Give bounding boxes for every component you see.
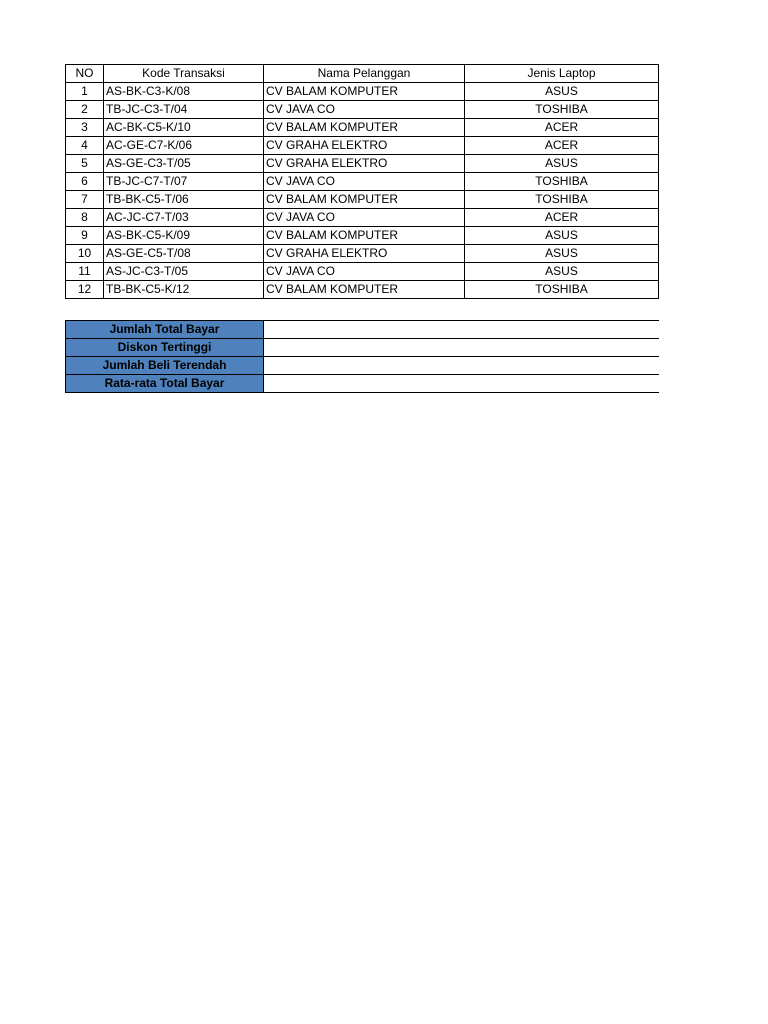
cell-kode-transaksi[interactable]: AC-BK-C5-K/10 — [104, 119, 264, 137]
cell-kode-transaksi[interactable]: AS-BK-C3-K/08 — [104, 83, 264, 101]
cell-kode-transaksi[interactable]: AC-JC-C7-T/03 — [104, 209, 264, 227]
cell-nama-pelanggan[interactable]: CV BALAM KOMPUTER — [264, 281, 465, 299]
header-kode-transaksi[interactable]: Kode Transaksi — [104, 65, 264, 83]
cell-jenis-laptop[interactable]: TOSHIBA — [465, 281, 659, 299]
cell-kode-transaksi[interactable]: TB-JC-C3-T/04 — [104, 101, 264, 119]
cell-kode-transaksi[interactable]: AS-GE-C5-T/08 — [104, 245, 264, 263]
cell-jenis-laptop[interactable]: ASUS — [465, 155, 659, 173]
table-row — [66, 173, 659, 191]
summary-value[interactable] — [264, 357, 659, 375]
table-row — [66, 281, 659, 299]
table-row — [66, 263, 659, 281]
cell-jenis-laptop[interactable]: ACER — [465, 137, 659, 155]
cell-nama-pelanggan[interactable]: CV BALAM KOMPUTER — [264, 119, 465, 137]
cell-kode-transaksi[interactable]: AS-BK-C5-K/09 — [104, 227, 264, 245]
table-row — [66, 119, 659, 137]
summary-row — [66, 375, 659, 393]
cell-nama-pelanggan[interactable]: CV GRAHA ELEKTRO — [264, 137, 465, 155]
header-jenis-laptop[interactable]: Jenis Laptop — [465, 65, 659, 83]
cell-no[interactable]: 8 — [66, 209, 104, 227]
cell-nama-pelanggan[interactable]: CV JAVA CO — [264, 263, 465, 281]
cell-no[interactable]: 6 — [66, 173, 104, 191]
summary-value[interactable] — [264, 339, 659, 357]
summary-label[interactable]: Diskon Tertinggi — [66, 339, 264, 357]
cell-no[interactable]: 5 — [66, 155, 104, 173]
cell-jenis-laptop[interactable]: TOSHIBA — [465, 101, 659, 119]
table-row — [66, 191, 659, 209]
cell-kode-transaksi[interactable]: AC-GE-C7-K/06 — [104, 137, 264, 155]
cell-kode-transaksi[interactable]: TB-JC-C7-T/07 — [104, 173, 264, 191]
cell-jenis-laptop[interactable]: ASUS — [465, 263, 659, 281]
table-row — [66, 155, 659, 173]
table-row — [66, 227, 659, 245]
cell-kode-transaksi[interactable]: TB-BK-C5-K/12 — [104, 281, 264, 299]
header-nama-pelanggan[interactable]: Nama Pelanggan — [264, 65, 465, 83]
header-no[interactable]: NO — [66, 65, 104, 83]
cell-kode-transaksi[interactable]: TB-BK-C5-T/06 — [104, 191, 264, 209]
table-row — [66, 137, 659, 155]
cell-kode-transaksi[interactable]: AS-JC-C3-T/05 — [104, 263, 264, 281]
cell-jenis-laptop[interactable]: ACER — [465, 119, 659, 137]
transaction-table — [65, 64, 659, 299]
summary-row — [66, 339, 659, 357]
cell-no[interactable]: 1 — [66, 83, 104, 101]
cell-no[interactable]: 3 — [66, 119, 104, 137]
cell-nama-pelanggan[interactable]: CV BALAM KOMPUTER — [264, 227, 465, 245]
cell-nama-pelanggan[interactable]: CV BALAM KOMPUTER — [264, 191, 465, 209]
table-row — [66, 83, 659, 101]
cell-nama-pelanggan[interactable]: CV JAVA CO — [264, 173, 465, 191]
cell-no[interactable]: 4 — [66, 137, 104, 155]
cell-nama-pelanggan[interactable]: CV JAVA CO — [264, 101, 465, 119]
table-row — [66, 101, 659, 119]
cell-jenis-laptop[interactable]: ASUS — [465, 245, 659, 263]
cell-kode-transaksi[interactable]: AS-GE-C3-T/05 — [104, 155, 264, 173]
summary-value[interactable] — [264, 321, 659, 339]
summary-label[interactable]: Jumlah Total Bayar — [66, 321, 264, 339]
cell-jenis-laptop[interactable]: TOSHIBA — [465, 191, 659, 209]
summary-label[interactable]: Jumlah Beli Terendah — [66, 357, 264, 375]
cell-jenis-laptop[interactable]: ACER — [465, 209, 659, 227]
cell-jenis-laptop[interactable]: ASUS — [465, 83, 659, 101]
cell-nama-pelanggan[interactable]: CV BALAM KOMPUTER — [264, 83, 465, 101]
cell-no[interactable]: 9 — [66, 227, 104, 245]
summary-row — [66, 321, 659, 339]
table-row — [66, 245, 659, 263]
cell-no[interactable]: 2 — [66, 101, 104, 119]
cell-nama-pelanggan[interactable]: CV GRAHA ELEKTRO — [264, 245, 465, 263]
summary-body — [66, 321, 659, 393]
transaction-sheet — [65, 64, 658, 299]
summary-table — [65, 320, 659, 393]
table-row — [66, 209, 659, 227]
summary-value[interactable] — [264, 375, 659, 393]
cell-jenis-laptop[interactable]: TOSHIBA — [465, 173, 659, 191]
cell-nama-pelanggan[interactable]: CV GRAHA ELEKTRO — [264, 155, 465, 173]
table-header-row — [66, 65, 659, 83]
cell-jenis-laptop[interactable]: ASUS — [465, 227, 659, 245]
cell-no[interactable]: 12 — [66, 281, 104, 299]
summary-label[interactable]: Rata-rata Total Bayar — [66, 375, 264, 393]
cell-no[interactable]: 10 — [66, 245, 104, 263]
summary-row — [66, 357, 659, 375]
cell-no[interactable]: 7 — [66, 191, 104, 209]
cell-no[interactable]: 11 — [66, 263, 104, 281]
cell-nama-pelanggan[interactable]: CV JAVA CO — [264, 209, 465, 227]
table-body — [66, 83, 659, 299]
